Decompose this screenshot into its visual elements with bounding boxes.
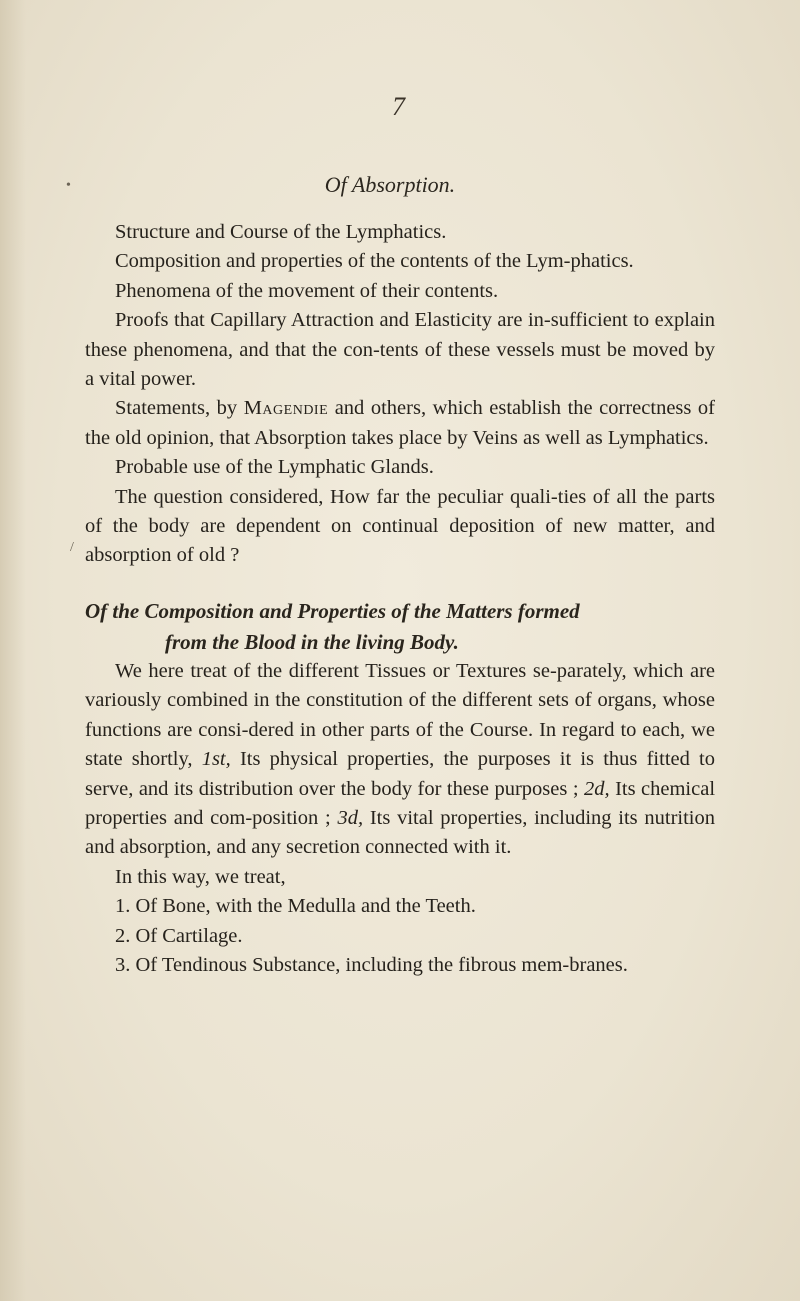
paragraph-movement-phenomena: Phenomena of the movement of their contents. (115, 279, 499, 302)
subsection-heading-line2: from the Blood in the living Body. (165, 630, 459, 654)
subsection-heading-line1: Of the Composition and Properties of the Matters formed (85, 599, 580, 623)
ordinal-third: 3d, (337, 807, 364, 830)
ordinal-first: 1st, (201, 748, 231, 771)
ordinal-second: 2d, (583, 777, 610, 800)
paragraph-lymphatics-composition: Composition and properties of the contents of the Lym-phatics. (115, 250, 634, 273)
paragraph-question: The question considered, How far the peculiar quali-ties of all the parts of the body are dependent on continual deposition of new matter, and absorption of old ? (85, 485, 715, 567)
statements-lead: Statements, by (115, 397, 238, 420)
margin-slash-mark: / (70, 540, 74, 555)
paragraph-tissues-intro (85, 657, 715, 863)
paragraph-lymphatic-glands: Probable use of the Lymphatic Glands. (115, 456, 434, 479)
paragraph-lymphatics-structure: Structure and Course of the Lymphatics. (115, 221, 447, 243)
list-item-cartilage: 2. Of Cartilage. (115, 924, 243, 947)
list-item-tendinous: 3. Of Tendinous Substance, including the fibrous mem-branes. (115, 954, 628, 977)
paragraph-list-lead: In this way, we treat, (115, 865, 286, 888)
paragraph-capillary-proofs: Proofs that Capillary Attraction and Elasticity are in-sufficient to explain these phenomena, and that the con-tents of these vessels must be moved by a vital power. (85, 309, 715, 391)
margin-bullet-mark: • (66, 178, 71, 193)
list-item-bone: 1. Of Bone, with the Medulla and the Teeth. (115, 895, 476, 918)
paragraph-magendie-statements (85, 394, 715, 453)
page-number: 7 (392, 92, 405, 121)
intro-part-d: Its vital properties, including its nutrition and absorption, and any secretion connected with it. (85, 807, 716, 859)
tissues-section (85, 657, 715, 980)
intro-part-a: We here treat of the different Tissues or Textures se-parately, which are variously combined in the constitution of the different sets of organs, whose functions are consi-dered in other parts of the Course. In regard to each, we state shortly, (85, 660, 715, 771)
intro-part-c: Its chemical properties and com-position ; (85, 777, 716, 830)
absorption-topics (85, 218, 715, 571)
statements-rest: and others, which establish the correctness of the old opinion, that Absorption takes place by Veins as well as Lymphatics. (85, 397, 716, 449)
author-name-magendie: Magendie (243, 397, 329, 420)
section-title: Of Absorption. (324, 172, 456, 197)
subsection-heading (85, 596, 725, 658)
intro-part-b: Its physical properties, the purposes it is thus fitted to serve, and its distribution over the body for these purposes ; (85, 748, 715, 800)
